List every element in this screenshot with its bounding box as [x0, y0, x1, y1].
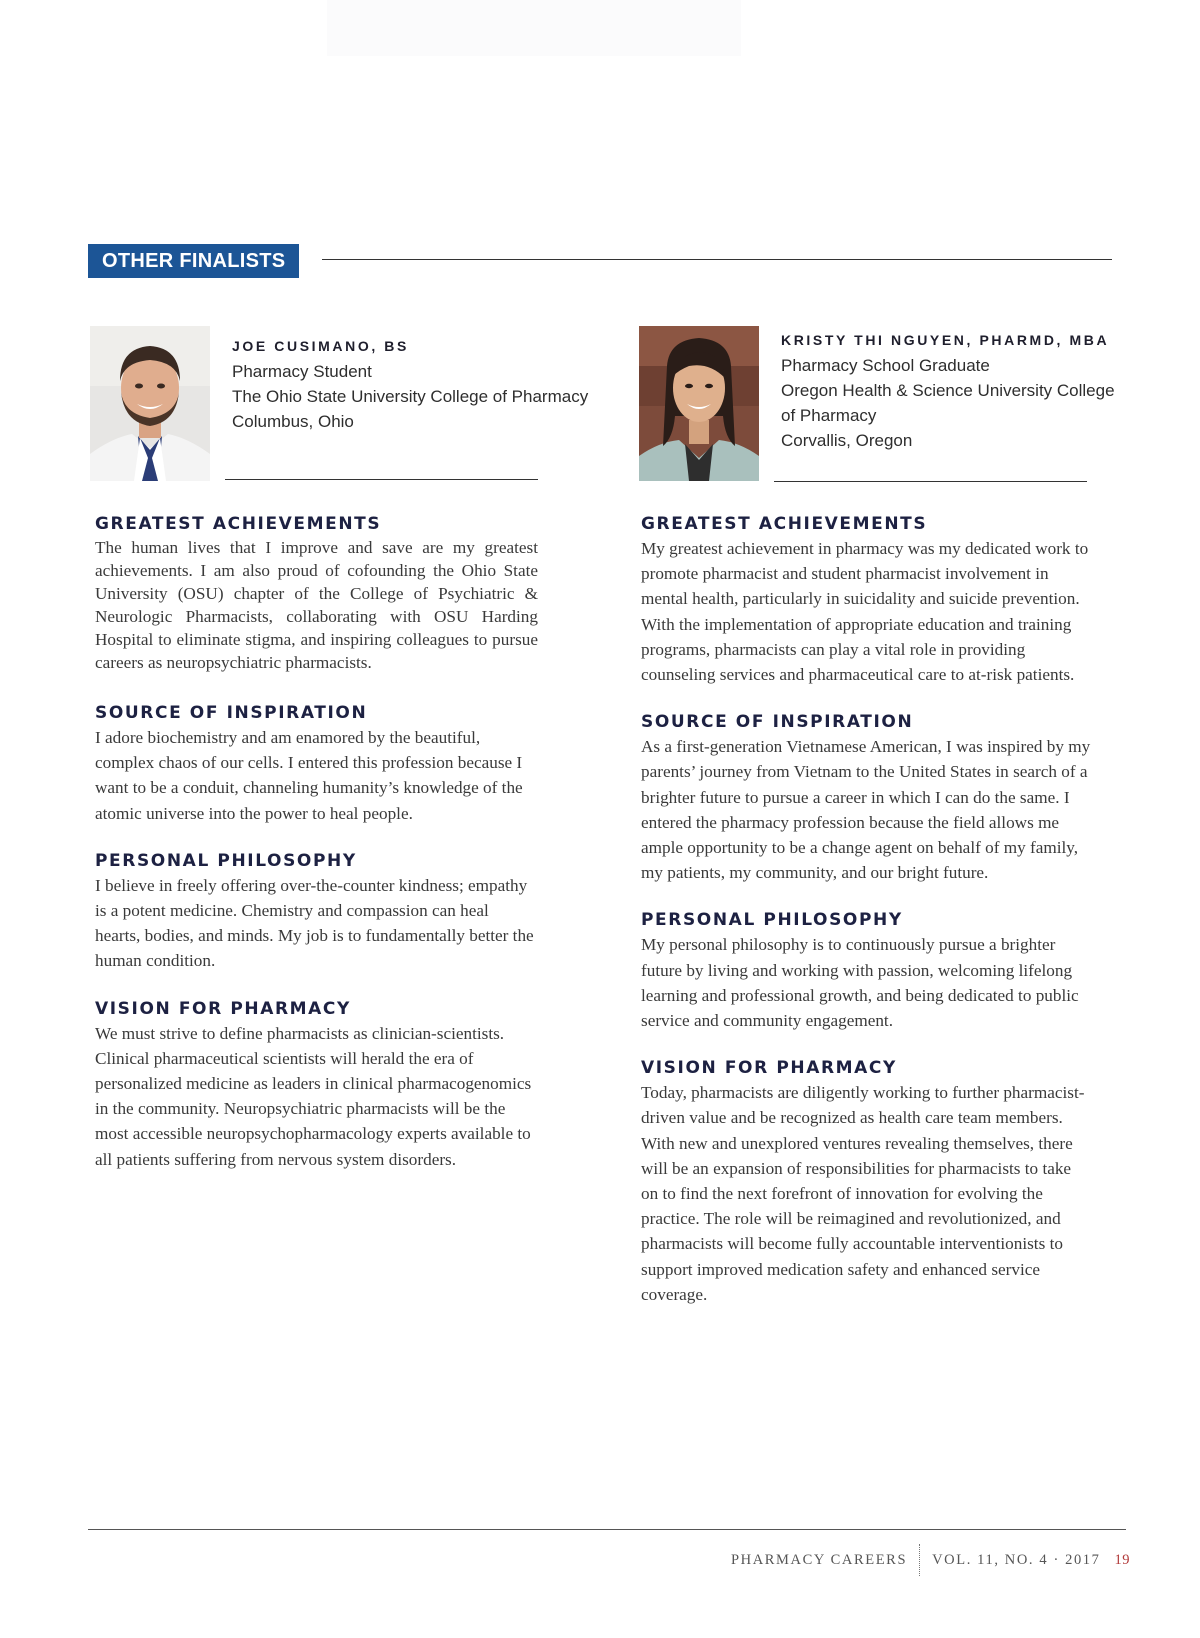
- finalist-photo-image: [639, 326, 759, 481]
- finalist-location: Columbus, Ohio: [232, 412, 354, 431]
- finalist-school: Oregon Health & Science University College: [781, 381, 1115, 400]
- finalist-photo: [90, 326, 210, 481]
- page-number: 19: [1114, 1551, 1130, 1568]
- section-text: I adore biochemistry and am enamored by the beautiful, complex chaos of our cells. I entered this profession because I want to be a conduit, channeling humanity’s knowledge of the atomic universe into the power to heal people.: [95, 728, 523, 823]
- section-heading: SOURCE OF INSPIRATION: [641, 712, 914, 733]
- section-tag: OTHER FINALISTS: [88, 244, 299, 278]
- section-rule: [322, 259, 1112, 260]
- section-heading: VISION FOR PHARMACY: [641, 1058, 897, 1079]
- finalist-column-left: [95, 512, 538, 1172]
- finalist-profile: [639, 326, 1115, 481]
- footer-rule: [88, 1529, 1126, 1530]
- section-text: We must strive to define pharmacists as clinician-scientists. Clinical pharmaceutical scientists will herald the era of personalized medicine as leaders in clinical pharmacogenomics in the community. Neuropsychiatric pharmacists will be the most accessible neuropsychopharmacology experts available to all patients suffering from nervous system disorders.: [95, 1023, 532, 1169]
- section-text: The human lives that I improve and save are my greatest achievements. I am also proud of cofounding the Ohio State University (OSU) chapter of the College of Psychiatric & Neurologic Pharmacists, collaborating with OSU Harding Hospital to eliminate stigma, and inspiring colleagues to pursue careers as neuropsychiatric pharmacists.: [95, 538, 538, 672]
- finalist-school: The Ohio State University College of Pharmacy: [232, 387, 589, 406]
- section-text: I believe in freely offering over-the-counter kindness; empathy is a potent medicine. Chemistry and compassion can heal hearts, bodies, and minds. My job is to fundamentally better the human condition.: [95, 875, 534, 971]
- section-source-of-inspiration: [95, 701, 538, 826]
- section-text: As a first-generation Vietnamese American, I was inspired by my parents’ journey from Vietnam to the United States in search of a brighter future to pursue a career in which I can do the same. I entered the pharmacy profession because the field allows me ample opportunity to be a change agent on behalf of my family, my patients, my community, and our bright future.: [641, 737, 1091, 883]
- finalist-profile: [90, 326, 589, 481]
- finalist-photo-image: [90, 326, 210, 481]
- finalist-role: Pharmacy School Graduate: [781, 356, 990, 375]
- section-text: Today, pharmacists are diligently working to further pharmacist-driven value and be recognized as health care team members. With new and unexplored ventures revealing themselves, there will be an expansion of responsibilities for pharmacists to take on to find the next forefront of innovation for evolving the practice. The role will be reimagined and revolutionized, and pharmacists will become fully accountable interventionists to support improved medication safety and enhanced service coverage.: [641, 1083, 1085, 1304]
- finalist-column-right: [641, 512, 1091, 1307]
- section-heading: GREATEST ACHIEVEMENTS: [95, 514, 382, 534]
- profile-rule: [774, 481, 1087, 482]
- finalist-school-cont: of Pharmacy: [781, 406, 877, 425]
- finalist-name: JOE CUSIMANO, BS: [232, 338, 409, 354]
- section-vision-for-pharmacy: [641, 1056, 1091, 1307]
- section-vision-for-pharmacy: [95, 997, 538, 1172]
- section-source-of-inspiration: [641, 710, 1091, 885]
- profile-rule: [225, 479, 538, 480]
- section-text: My greatest achievement in pharmacy was my dedicated work to promote pharmacist and student pharmacist involvement in mental health, particularly in suicidality and suicide prevention. With the implementation of appropriate education and training programs, pharmacists can play a vital role in providing counseling services and pharmaceutical care to at-risk patients.: [641, 539, 1089, 685]
- section-text: My personal philosophy is to continuously pursue a brighter future by living and working with passion, welcoming lifelong learning and professional growth, and being dedicated to public service and community engagement.: [641, 935, 1079, 1031]
- section-heading: PERSONAL PHILOSOPHY: [95, 850, 357, 871]
- finalist-photo: [639, 326, 759, 481]
- section-heading: SOURCE OF INSPIRATION: [95, 703, 368, 723]
- section-personal-philosophy: [95, 849, 538, 974]
- top-blank-area: [327, 0, 741, 56]
- section-heading: GREATEST ACHIEVEMENTS: [641, 514, 928, 534]
- finalist-name: KRISTY THI NGUYEN, PHARMD, MBA: [781, 332, 1110, 348]
- finalist-info: [232, 335, 588, 434]
- footer-issue: VOL. 11, NO. 4 · 2017: [932, 1551, 1101, 1568]
- footer-divider: [919, 1544, 920, 1576]
- finalist-role: Pharmacy Student: [232, 362, 372, 381]
- section-greatest-achievements: [641, 512, 1091, 687]
- section-heading: VISION FOR PHARMACY: [95, 998, 351, 1019]
- section-greatest-achievements: [95, 512, 538, 674]
- footer-publication: PHARMACY CAREERS: [730, 1551, 908, 1568]
- page-footer: [731, 1544, 1130, 1576]
- finalist-info: [781, 329, 1115, 453]
- section-personal-philosophy: [641, 908, 1091, 1033]
- finalist-location: Corvallis, Oregon: [781, 431, 913, 450]
- section-heading: PERSONAL PHILOSOPHY: [641, 910, 903, 931]
